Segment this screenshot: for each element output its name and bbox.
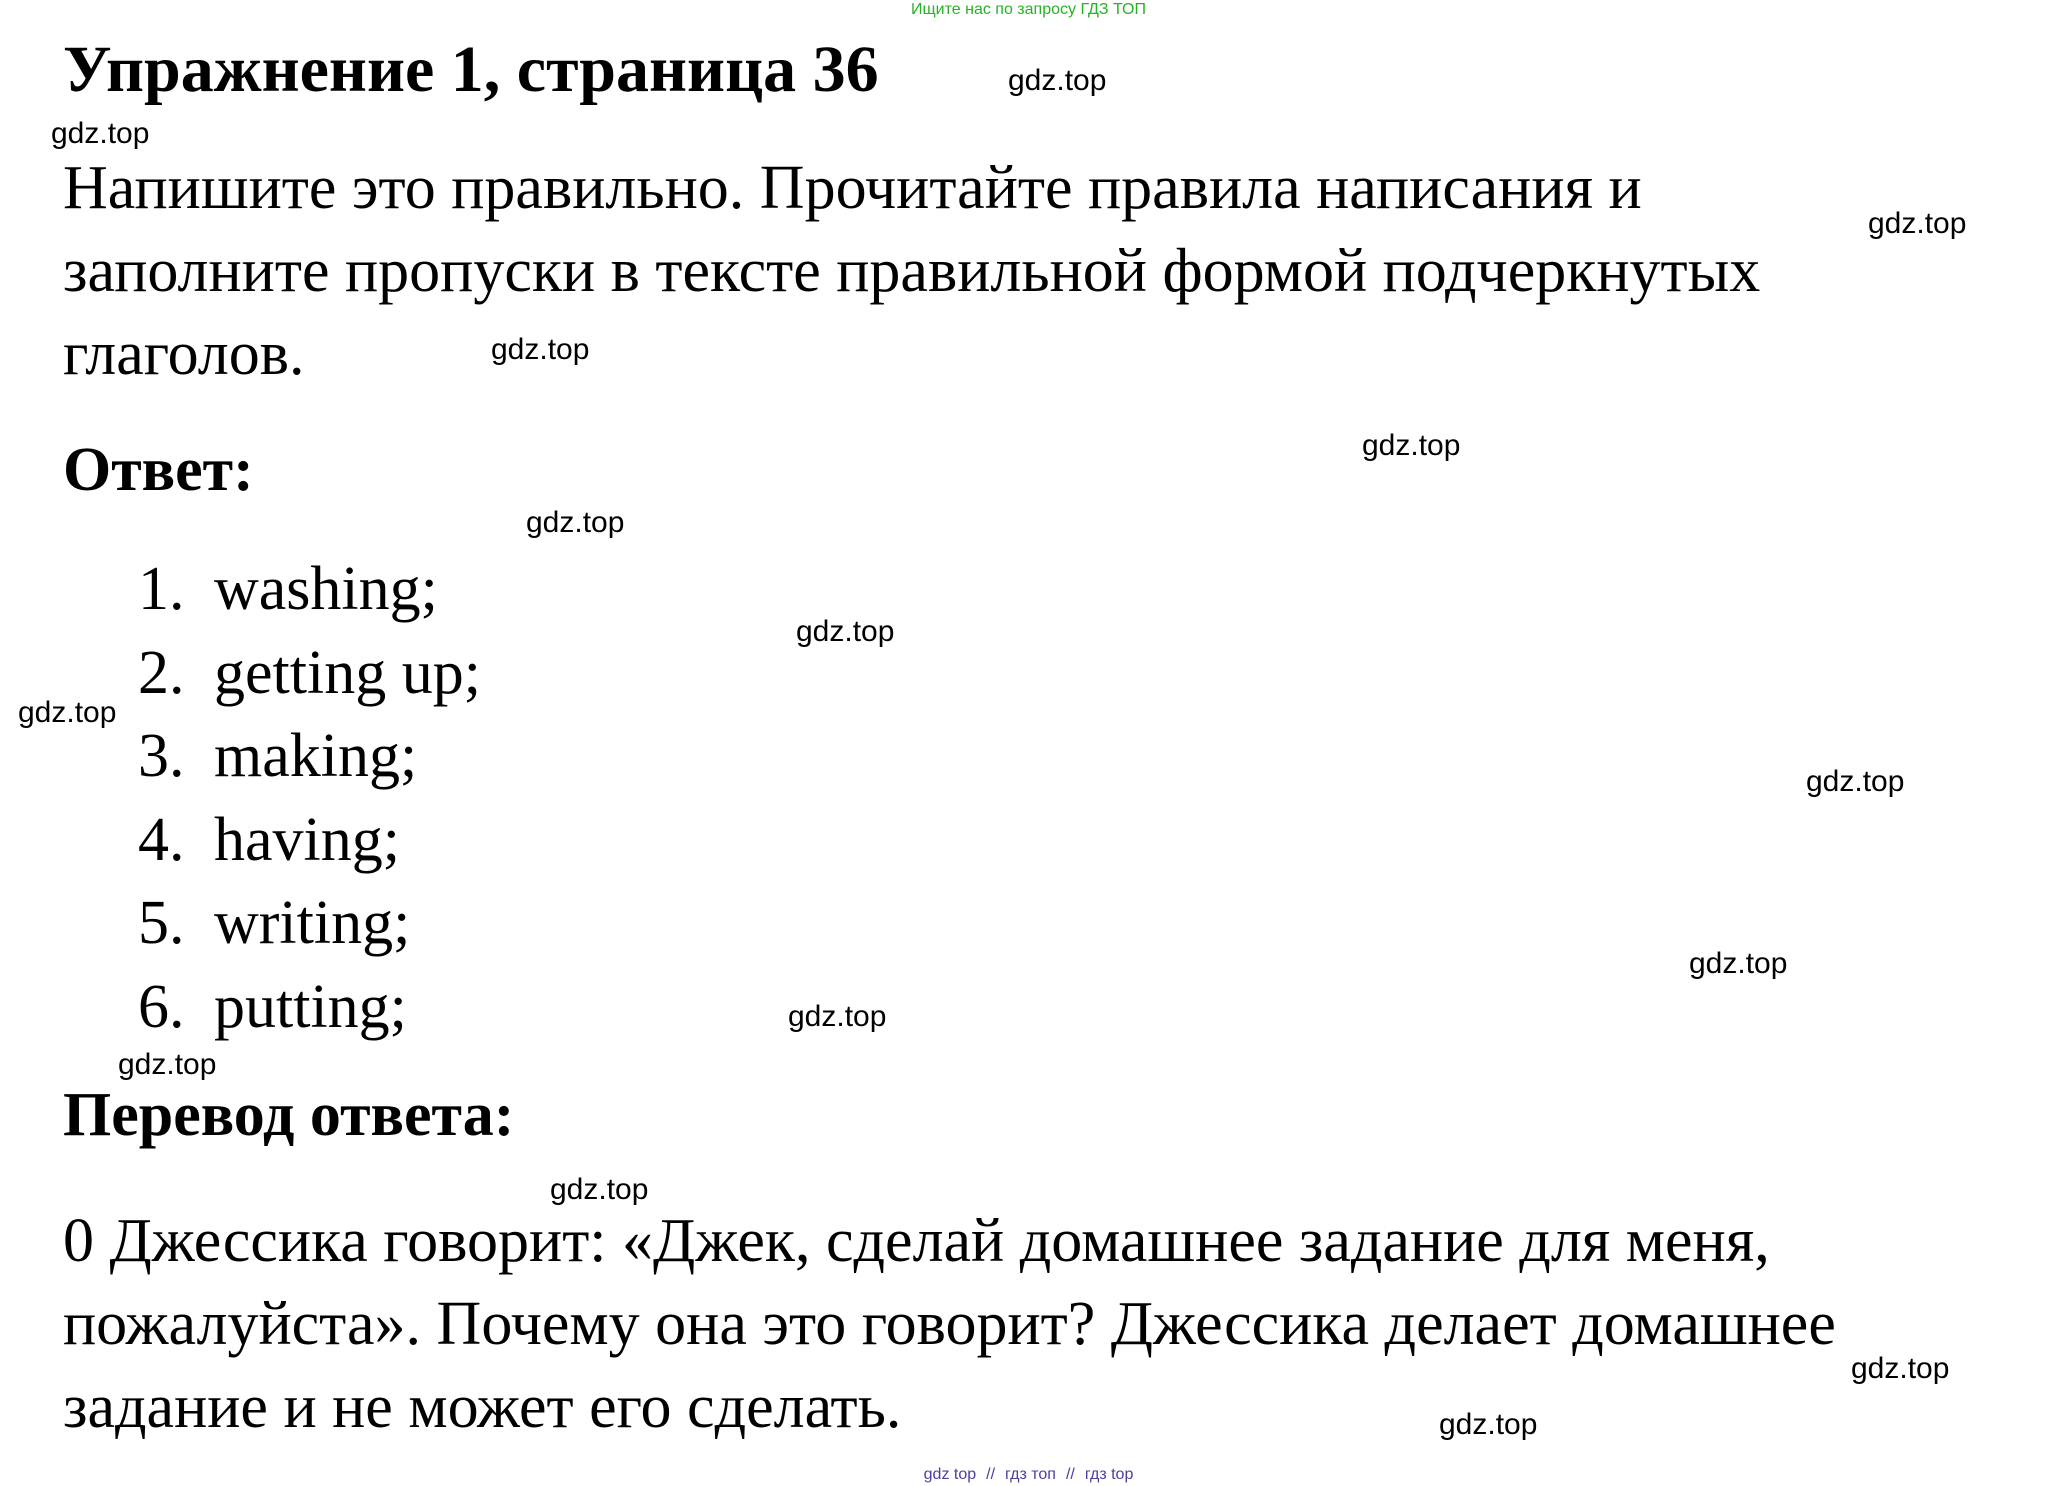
answer-item-text: putting; <box>214 972 407 1041</box>
answer-item-text: having; <box>214 805 400 874</box>
task-line: Напишите это правильно. Прочитайте правила написания и <box>63 154 1642 222</box>
watermark: gdz.top <box>526 506 625 539</box>
watermark: gdz.top <box>1689 947 1788 980</box>
task-text <box>63 147 1963 396</box>
answer-item <box>138 799 481 883</box>
answer-item <box>138 715 481 799</box>
watermark: gdz.top <box>18 696 117 729</box>
watermark: gdz.top <box>1439 1408 1538 1441</box>
answer-item <box>138 548 481 632</box>
translation-line: 0 Джессика говорит: «Джек, сделай домашнее задание для меня, <box>63 1207 1770 1275</box>
bottom-banner-link[interactable]: gdz top <box>923 1466 977 1483</box>
translation-heading: Перевод ответа: <box>63 1081 515 1149</box>
answer-item-text: washing; <box>214 555 438 623</box>
exercise-title: Упражнение 1, страница 36 <box>63 33 879 106</box>
answer-item-number: 3. <box>138 722 185 790</box>
answer-item-number: 2. <box>138 638 185 707</box>
watermark: gdz.top <box>550 1173 649 1206</box>
answer-item <box>138 966 481 1050</box>
answer-item-number: 4. <box>138 805 185 874</box>
watermark: gdz.top <box>1868 207 1967 240</box>
translation-line: задание и не может его сделать. <box>63 1373 902 1441</box>
watermark: gdz.top <box>796 615 895 648</box>
watermark: gdz.top <box>1362 429 1461 462</box>
watermark: gdz.top <box>118 1048 217 1081</box>
answer-item-text: making; <box>214 722 418 790</box>
answer-list <box>138 548 481 1049</box>
answer-item-text: getting up; <box>214 638 481 707</box>
watermark: gdz.top <box>51 117 150 150</box>
bottom-banner[interactable] <box>0 1465 2057 1485</box>
answer-heading: Ответ: <box>63 436 254 504</box>
task-line: заполните пропуски в тексте правильной формой подчеркнутых <box>63 237 1761 305</box>
watermark: gdz.top <box>788 1000 887 1033</box>
bottom-banner-separator: // <box>986 1466 996 1483</box>
answer-item <box>138 882 481 966</box>
answer-item-text: writing; <box>214 889 411 957</box>
translation-text <box>63 1200 2013 1449</box>
answer-item-number: 6. <box>138 972 185 1041</box>
watermark: gdz.top <box>1851 1352 1950 1385</box>
top-banner[interactable]: Ищите нас по запросу ГДЗ ТОП <box>911 1 1146 18</box>
watermark: gdz.top <box>491 333 590 366</box>
bottom-banner-separator: // <box>1065 1466 1075 1483</box>
watermark: gdz.top <box>1008 64 1107 97</box>
answer-item-number: 5. <box>138 889 185 957</box>
bottom-banner-link[interactable]: гдз топ <box>1005 1466 1056 1483</box>
answer-item <box>138 632 481 716</box>
translation-line: пожалуйста». Почему она это говорит? Джессика делает домашнее <box>63 1290 1836 1358</box>
watermark: gdz.top <box>1806 765 1905 798</box>
bottom-banner-link[interactable]: гдз top <box>1084 1466 1134 1483</box>
answer-item-number: 1. <box>138 555 185 623</box>
task-line: глаголов. <box>63 320 305 388</box>
